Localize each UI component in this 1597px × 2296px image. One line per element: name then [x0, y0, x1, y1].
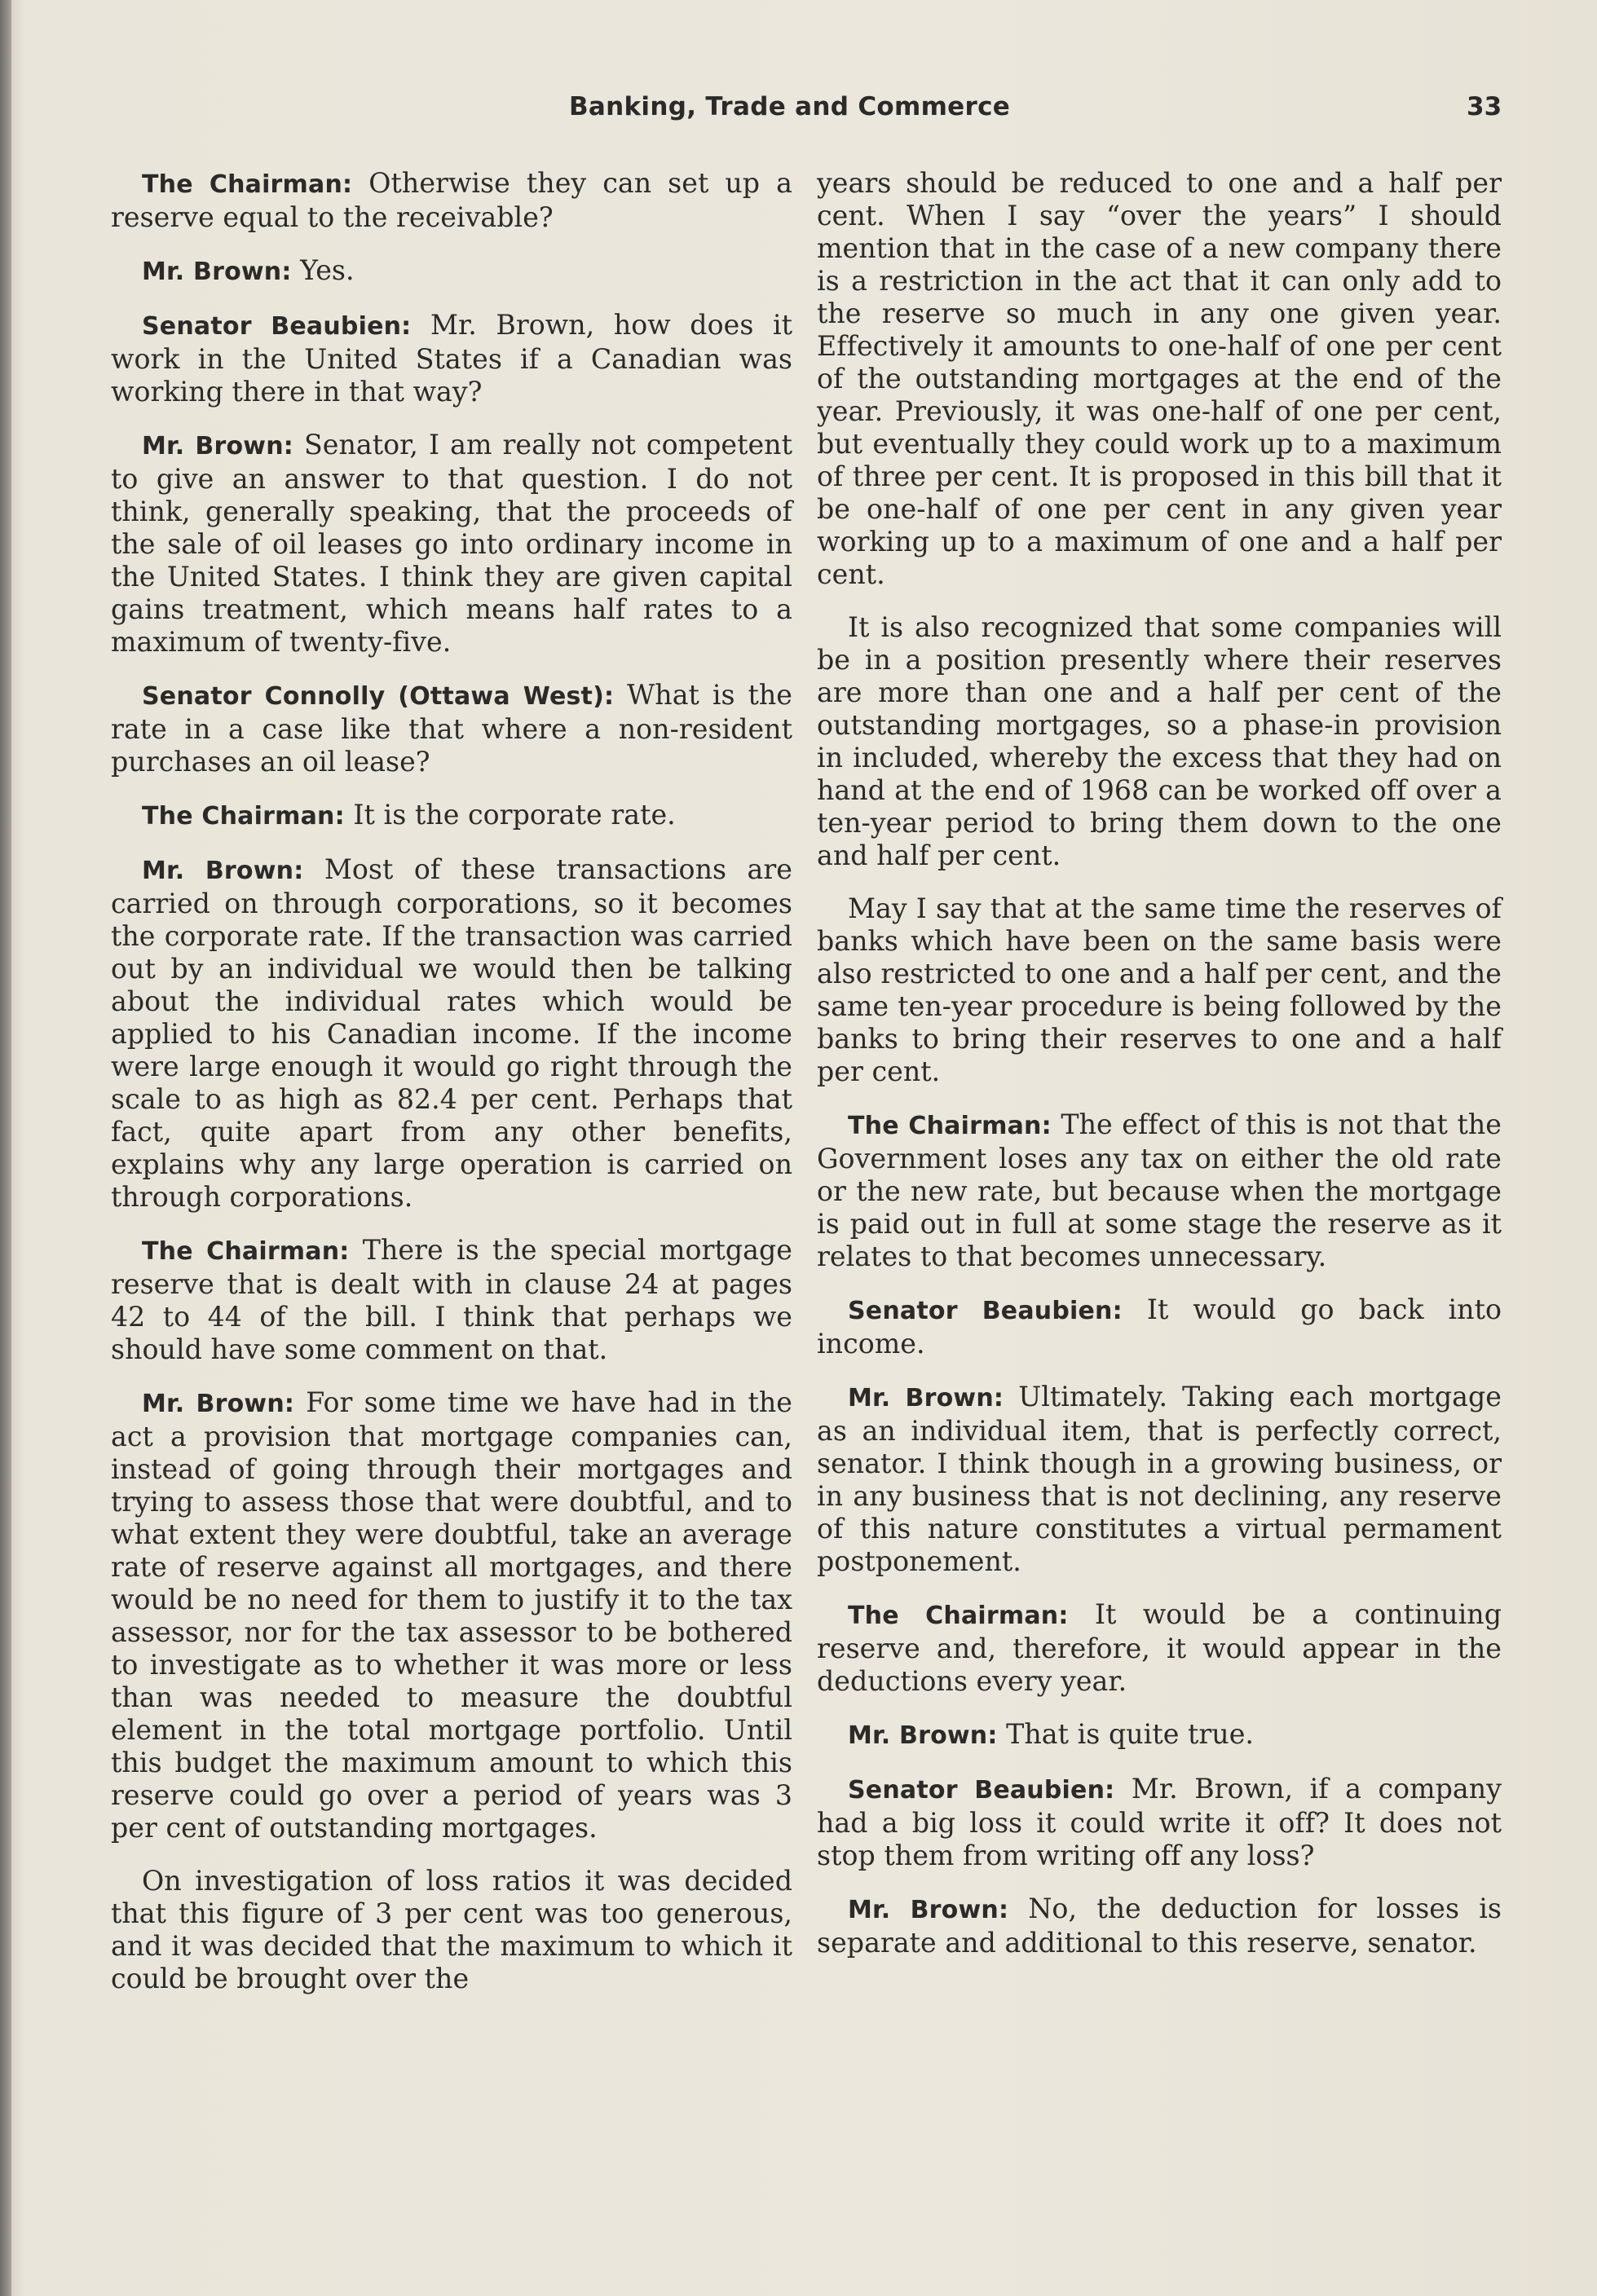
paragraph — [111, 309, 792, 408]
paragraph-text: It would be a continuing reserve and, therefore, it would appear in the deductions every year. — [817, 1598, 1502, 1697]
paragraph — [111, 1865, 792, 1995]
page-header — [0, 92, 1597, 130]
paragraph — [111, 1386, 792, 1844]
paragraph-text: It is also recognized that some companies will be in a position presently where their reserves are more than one and a half per cent of the outstanding mortgages, so a phase-in provision in included, whereby the excess that they had on hand at the end of 1968 can be worked off over a ten-year period to bring them down to the one and half per cent. — [817, 611, 1502, 871]
paragraph — [817, 1381, 1502, 1578]
paragraph — [817, 1893, 1502, 1959]
paragraph — [111, 167, 792, 234]
speaker-label: Mr. Brown: — [142, 857, 304, 885]
paragraph-text: It would go back into income. — [817, 1293, 1502, 1360]
paragraph-text: Mr. Brown, how does it work in the United States if a Canadian was working there in that way? — [111, 309, 793, 408]
paragraph-text: For some time we have had in the act a provision that mortgage companies can, instead of going through their mortgages and trying to assess those that were doubtful, and to what extent they were doubtful, take an average rate of reserve against all mortgages, and there would be no need for them to justify it to the tax assessor, nor for the tax assessor to be bothered to investigate as to whether it was more or less than was needed to measure the doubtful element in the total mortgage portfolio. Until this budget the maximum amount to which this reserve could go over a period of years was 3 per cent of outstanding mortgages. — [111, 1386, 792, 1844]
paragraph-text: Senator, I am really not competent to give an answer to that question. I do not think, generally speaking, that the proceeds of the sale of oil leases go into ordinary income in the United States. I think they are given capital gains treatment, which means half rates to a maximum of twenty-five. — [111, 429, 792, 658]
speaker-label: The Chairman: — [848, 1602, 1069, 1630]
paragraph-continuation — [817, 167, 1502, 591]
paragraph-text: What is the rate in a case like that where a non-resident purchases an oil lease? — [111, 679, 792, 778]
page-binding-edge — [0, 0, 11, 2296]
paragraph — [111, 254, 792, 289]
right-column — [817, 167, 1502, 1980]
paragraph — [817, 1718, 1502, 1752]
paragraph-text: On investigation of loss ratios it was decided that this figure of 3 per cent was too generous, and it was decided that the maximum to which it could be brought over the — [111, 1865, 792, 1994]
speaker-label: Mr. Brown: — [142, 432, 293, 461]
paragraph-text: The effect of this is not that the Government loses any tax on either the old rate or the new rate, but because when the mortgage is paid out in full at some stage the reserve as it relates to that becomes unnecessary. — [817, 1108, 1502, 1272]
paragraph-text: Mr. Brown, if a company had a big loss it could write it off? It does not stop them from writing off any loss? — [817, 1773, 1502, 1871]
paragraph — [111, 799, 792, 833]
paragraph-text: No, the deduction for losses is separate and additional to this reserve, senator. — [817, 1893, 1502, 1959]
paragraph-text: years should be reduced to one and a half per cent. When I say “over the years” I should mention that in the case of a new company there is a restriction in the act that it can only add to the reserve so much in any one given year. Effectively it amounts to one-half of one per cent of the outstanding mortgages at the end of the year. Previously, it was one-half of one per cent, but eventually they could work up to a maximum of three per cent. It is proposed in this bill that it be one-half of one per cent in any given year working up to a maximum of one and a half per cent. — [817, 167, 1502, 590]
paragraph — [111, 429, 792, 659]
paragraph — [111, 1234, 792, 1366]
paragraph — [817, 1108, 1502, 1273]
paragraph-text: There is the special mortgage reserve that is dealt with in clause 24 at pages 42 to 44 of the bill. I think that perhaps we should have some comment on that. — [111, 1234, 792, 1365]
paragraph-text: Ultimately. Taking each mortgage as an individual item, that is perfectly correct, senator. I think though in a growing business, or in any business that is not declining, any reserve of this nature constitutes a virtual permament postponement. — [817, 1381, 1502, 1577]
speaker-label: Mr. Brown: — [848, 1384, 1004, 1412]
paragraph — [817, 1598, 1502, 1698]
speaker-label: The Chairman: — [142, 170, 353, 199]
speaker-label: Senator Beaubien: — [848, 1776, 1115, 1805]
paragraph — [817, 892, 1502, 1088]
paragraph-text: May I say that at the same time the reserves of banks which have been on the same basis were also restricted to one and a half per cent, and the same ten-year procedure is being followed by the banks to bring their reserves to one and a half per cent. — [817, 892, 1502, 1087]
running-head: Banking, Trade and Commerce — [569, 92, 1011, 121]
page-number: 33 — [1467, 92, 1502, 121]
speaker-label: Senator Beaubien: — [142, 312, 412, 341]
paragraph-text: Most of these transactions are carried on through corporations, so it becomes the corporate rate. If the transaction was carried out by an individual we would then be talking about the individual rates which would be applied to his Canadian income. If the income were large enough it would go right through the scale to as high as 82.4 per cent. Perhaps that fact, quite apart from any other benefits, explains why any large operation is carried on through corporations. — [111, 853, 792, 1213]
paragraph-text: Otherwise they can set up a reserve equal to the receivable? — [111, 167, 792, 233]
speaker-label: Mr. Brown: — [142, 1390, 295, 1418]
speaker-label: Mr. Brown: — [848, 1721, 998, 1750]
paragraph-text: It is the corporate rate. — [353, 799, 676, 831]
paragraph-text: Yes. — [300, 254, 355, 286]
speaker-label: The Chairman: — [848, 1112, 1052, 1140]
speaker-label: Senator Beaubien: — [848, 1297, 1123, 1325]
paragraph-text: That is quite true. — [1006, 1718, 1255, 1750]
paragraph — [817, 1293, 1502, 1360]
speaker-label: Senator Connolly (Ottawa West): — [142, 682, 615, 711]
speaker-label: The Chairman: — [142, 802, 345, 831]
speaker-label: The Chairman: — [142, 1237, 350, 1266]
paragraph — [817, 611, 1502, 872]
paragraph — [817, 1773, 1502, 1872]
paragraph — [111, 679, 792, 778]
speaker-label: Mr. Brown: — [142, 258, 292, 286]
left-column — [111, 167, 792, 2016]
paragraph — [111, 853, 792, 1214]
speaker-label: Mr. Brown: — [848, 1896, 1009, 1924]
